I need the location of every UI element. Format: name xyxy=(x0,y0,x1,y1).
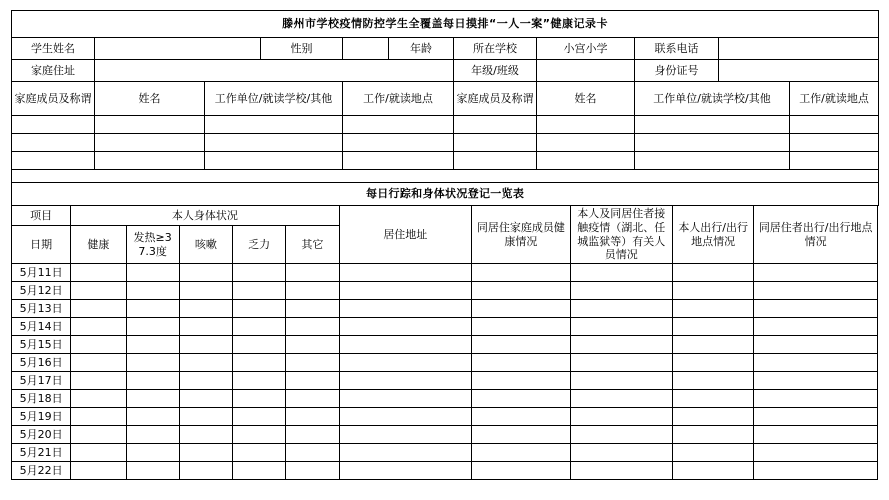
cell-other[interactable] xyxy=(286,300,339,318)
cell-other[interactable] xyxy=(286,426,339,444)
table-row[interactable] xyxy=(12,318,878,336)
cell-cohabitant-travel[interactable] xyxy=(754,282,878,300)
table-row[interactable] xyxy=(12,354,878,372)
value-gender[interactable] xyxy=(343,38,389,60)
cell-residence[interactable] xyxy=(339,390,472,408)
cell-self-travel[interactable] xyxy=(673,444,754,462)
cell-date: 5月11日 xyxy=(12,264,71,282)
label-grade-class: 年级/班级 xyxy=(454,60,537,82)
cell-contact-epidemic[interactable] xyxy=(570,282,672,300)
cell-healthy[interactable] xyxy=(71,264,126,282)
header-self-condition: 本人身体状况 xyxy=(71,206,339,226)
cell-cough[interactable] xyxy=(179,264,232,282)
cell-family-workplace-right[interactable] xyxy=(635,116,790,134)
cell-cough[interactable] xyxy=(179,408,232,426)
table-row[interactable] xyxy=(12,300,878,318)
header-healthy: 健康 xyxy=(71,226,126,264)
header-self-travel: 本人出行/出行地点情况 xyxy=(673,206,754,264)
table-row[interactable] xyxy=(12,426,878,444)
value-school[interactable]: 小宫小学 xyxy=(537,38,635,60)
cell-date: 5月14日 xyxy=(12,318,71,336)
student-basic-row-2 xyxy=(12,60,879,82)
section-title-row xyxy=(12,183,879,206)
cell-cohabitant-travel[interactable] xyxy=(754,318,878,336)
cell-fatigue[interactable] xyxy=(232,282,285,300)
table-row[interactable] xyxy=(12,152,879,170)
cell-healthy[interactable] xyxy=(71,282,126,300)
cell-cough[interactable] xyxy=(179,390,232,408)
header-residence-address: 居住地址 xyxy=(339,206,472,264)
cell-other[interactable] xyxy=(286,264,339,282)
cell-contact-epidemic[interactable] xyxy=(570,372,672,390)
cell-family-location-left[interactable] xyxy=(343,134,454,152)
cell-self-travel[interactable] xyxy=(673,282,754,300)
value-phone[interactable] xyxy=(719,38,879,60)
cell-fatigue[interactable] xyxy=(232,372,285,390)
cell-family-relation-left[interactable] xyxy=(12,134,95,152)
cell-family-name-right[interactable] xyxy=(537,152,635,170)
cell-contact-epidemic[interactable] xyxy=(570,264,672,282)
cell-healthy[interactable] xyxy=(71,426,126,444)
cell-self-travel[interactable] xyxy=(673,318,754,336)
cell-cohabitant-health[interactable] xyxy=(472,300,570,318)
cell-residence[interactable] xyxy=(339,444,472,462)
label-student-name: 学生姓名 xyxy=(12,38,95,60)
cell-family-location-right[interactable] xyxy=(790,134,879,152)
cell-family-relation-left[interactable] xyxy=(12,116,95,134)
cell-family-workplace-left[interactable] xyxy=(205,152,343,170)
cell-date: 5月18日 xyxy=(12,390,71,408)
cell-date: 5月22日 xyxy=(12,462,71,480)
cell-cough[interactable] xyxy=(179,462,232,480)
cell-fever[interactable] xyxy=(126,462,179,480)
health-record-sheet xyxy=(11,10,878,480)
daily-record-table xyxy=(11,205,878,480)
cell-fever[interactable] xyxy=(126,318,179,336)
cell-fever[interactable] xyxy=(126,372,179,390)
cell-other[interactable] xyxy=(286,408,339,426)
cell-cohabitant-health[interactable] xyxy=(472,444,570,462)
table-row[interactable] xyxy=(12,134,879,152)
label-gender: 性别 xyxy=(261,38,343,60)
cell-fatigue[interactable] xyxy=(232,354,285,372)
cell-cohabitant-travel[interactable] xyxy=(754,372,878,390)
cell-healthy[interactable] xyxy=(71,354,126,372)
header-cough: 咳嗽 xyxy=(179,226,232,264)
cell-healthy[interactable] xyxy=(71,318,126,336)
cell-cohabitant-health[interactable] xyxy=(472,318,570,336)
cell-fatigue[interactable] xyxy=(232,444,285,462)
header-family-workplace-left: 工作单位/就读学校/其他 xyxy=(205,82,343,116)
cell-family-workplace-left[interactable] xyxy=(205,134,343,152)
cell-cohabitant-health[interactable] xyxy=(472,282,570,300)
cell-other[interactable] xyxy=(286,282,339,300)
cell-contact-epidemic[interactable] xyxy=(570,462,672,480)
label-id-number: 身份证号 xyxy=(635,60,719,82)
value-id-number[interactable] xyxy=(719,60,879,82)
separator-row xyxy=(12,170,879,183)
cell-date: 5月15日 xyxy=(12,336,71,354)
cell-family-location-left[interactable] xyxy=(343,152,454,170)
cell-healthy[interactable] xyxy=(71,408,126,426)
cell-self-travel[interactable] xyxy=(673,264,754,282)
cell-cohabitant-health[interactable] xyxy=(472,390,570,408)
cell-fatigue[interactable] xyxy=(232,336,285,354)
cell-fatigue[interactable] xyxy=(232,426,285,444)
cell-contact-epidemic[interactable] xyxy=(570,318,672,336)
cell-family-relation-right[interactable] xyxy=(454,134,537,152)
cell-family-relation-right[interactable] xyxy=(454,152,537,170)
cell-family-location-right[interactable] xyxy=(790,152,879,170)
health-record-table xyxy=(11,10,879,206)
cell-fever[interactable] xyxy=(126,390,179,408)
cell-cough[interactable] xyxy=(179,300,232,318)
header-family-name-left: 姓名 xyxy=(95,82,205,116)
header-project: 项目 xyxy=(12,206,71,226)
cell-cohabitant-travel[interactable] xyxy=(754,336,878,354)
cell-residence[interactable] xyxy=(339,426,472,444)
cell-fever[interactable] xyxy=(126,300,179,318)
cell-cohabitant-travel[interactable] xyxy=(754,444,878,462)
section-title: 每日行踪和身体状况登记一览表 xyxy=(12,183,879,206)
header-other: 其它 xyxy=(286,226,339,264)
cell-cohabitant-health[interactable] xyxy=(472,408,570,426)
separator-cell xyxy=(12,170,879,183)
cell-cough[interactable] xyxy=(179,444,232,462)
cell-other[interactable] xyxy=(286,462,339,480)
cell-cough[interactable] xyxy=(179,372,232,390)
header-date: 日期 xyxy=(12,226,71,264)
table-row[interactable] xyxy=(12,462,878,480)
header-family-location-left: 工作/就读地点 xyxy=(343,82,454,116)
cell-contact-epidemic[interactable] xyxy=(570,336,672,354)
cell-healthy[interactable] xyxy=(71,336,126,354)
table-row[interactable] xyxy=(12,282,878,300)
cell-other[interactable] xyxy=(286,372,339,390)
cell-family-name-left[interactable] xyxy=(95,152,205,170)
title-row xyxy=(12,11,879,38)
cell-cohabitant-travel[interactable] xyxy=(754,408,878,426)
daily-header-row-1 xyxy=(12,206,878,226)
cell-fever[interactable] xyxy=(126,336,179,354)
cell-family-workplace-right[interactable] xyxy=(635,134,790,152)
cell-fever[interactable] xyxy=(126,426,179,444)
cell-self-travel[interactable] xyxy=(673,408,754,426)
cell-residence[interactable] xyxy=(339,318,472,336)
cell-cohabitant-health[interactable] xyxy=(472,426,570,444)
cell-other[interactable] xyxy=(286,318,339,336)
header-cohabitant-travel: 同居住者出行/出行地点情况 xyxy=(754,206,878,264)
cell-residence[interactable] xyxy=(339,354,472,372)
cell-residence[interactable] xyxy=(339,264,472,282)
cell-other[interactable] xyxy=(286,336,339,354)
cell-fever[interactable] xyxy=(126,354,179,372)
cell-fatigue[interactable] xyxy=(232,408,285,426)
cell-cough[interactable] xyxy=(179,318,232,336)
cell-cohabitant-travel[interactable] xyxy=(754,462,878,480)
cell-family-name-left[interactable] xyxy=(95,134,205,152)
header-fever: 发热≥37.3度 xyxy=(126,226,179,264)
cell-healthy[interactable] xyxy=(71,300,126,318)
cell-fever[interactable] xyxy=(126,282,179,300)
cell-self-travel[interactable] xyxy=(673,462,754,480)
cell-date: 5月19日 xyxy=(12,408,71,426)
table-row[interactable] xyxy=(12,408,878,426)
cell-healthy[interactable] xyxy=(71,444,126,462)
cell-residence[interactable] xyxy=(339,462,472,480)
cell-fatigue[interactable] xyxy=(232,390,285,408)
cell-other[interactable] xyxy=(286,354,339,372)
cell-cohabitant-travel[interactable] xyxy=(754,390,878,408)
cell-cough[interactable] xyxy=(179,354,232,372)
cell-fever[interactable] xyxy=(126,444,179,462)
cell-cohabitant-health[interactable] xyxy=(472,372,570,390)
value-student-name[interactable] xyxy=(95,38,261,60)
cell-fever[interactable] xyxy=(126,408,179,426)
header-family-relation-right: 家庭成员及称谓 xyxy=(454,82,537,116)
cell-fever[interactable] xyxy=(126,264,179,282)
value-grade-class[interactable] xyxy=(537,60,635,82)
header-family-workplace-right: 工作单位/就读学校/其他 xyxy=(635,82,790,116)
header-contact-epidemic: 本人及同居住者接触疫情（湖北、任城监狱等）有关人员情况 xyxy=(570,206,672,264)
cell-family-name-right[interactable] xyxy=(537,116,635,134)
cell-fatigue[interactable] xyxy=(232,462,285,480)
cell-residence[interactable] xyxy=(339,336,472,354)
cell-cohabitant-health[interactable] xyxy=(472,264,570,282)
cell-contact-epidemic[interactable] xyxy=(570,300,672,318)
label-phone: 联系电话 xyxy=(635,38,719,60)
cell-date: 5月12日 xyxy=(12,282,71,300)
cell-family-relation-right[interactable] xyxy=(454,116,537,134)
cell-cohabitant-travel[interactable] xyxy=(754,264,878,282)
value-home-address[interactable] xyxy=(95,60,454,82)
cell-family-workplace-right[interactable] xyxy=(635,152,790,170)
cell-healthy[interactable] xyxy=(71,390,126,408)
cell-family-workplace-left[interactable] xyxy=(205,116,343,134)
table-row[interactable] xyxy=(12,336,878,354)
cell-other[interactable] xyxy=(286,444,339,462)
cell-family-relation-left[interactable] xyxy=(12,152,95,170)
cell-date: 5月13日 xyxy=(12,300,71,318)
cell-self-travel[interactable] xyxy=(673,426,754,444)
cell-date: 5月17日 xyxy=(12,372,71,390)
header-fatigue: 乏力 xyxy=(232,226,285,264)
document-title: 滕州市学校疫情防控学生全覆盖每日摸排“一人一案”健康记录卡 xyxy=(12,11,879,38)
cell-cohabitant-travel[interactable] xyxy=(754,300,878,318)
cell-cohabitant-health[interactable] xyxy=(472,354,570,372)
cell-self-travel[interactable] xyxy=(673,300,754,318)
cell-family-location-left[interactable] xyxy=(343,116,454,134)
table-row[interactable] xyxy=(12,264,878,282)
cell-cough[interactable] xyxy=(179,336,232,354)
cell-cohabitant-health[interactable] xyxy=(472,336,570,354)
cell-residence[interactable] xyxy=(339,408,472,426)
cell-contact-epidemic[interactable] xyxy=(570,444,672,462)
cell-cough[interactable] xyxy=(179,426,232,444)
cell-cohabitant-health[interactable] xyxy=(472,462,570,480)
header-family-relation-left: 家庭成员及称谓 xyxy=(12,82,95,116)
cell-contact-epidemic[interactable] xyxy=(570,426,672,444)
cell-self-travel[interactable] xyxy=(673,372,754,390)
cell-fatigue[interactable] xyxy=(232,300,285,318)
cell-self-travel[interactable] xyxy=(673,354,754,372)
cell-cohabitant-travel[interactable] xyxy=(754,354,878,372)
table-row[interactable] xyxy=(12,372,878,390)
cell-residence[interactable] xyxy=(339,300,472,318)
cell-family-location-right[interactable] xyxy=(790,116,879,134)
header-family-name-right: 姓名 xyxy=(537,82,635,116)
cell-family-name-left[interactable] xyxy=(95,116,205,134)
family-header-row xyxy=(12,82,879,116)
table-row[interactable] xyxy=(12,116,879,134)
cell-residence[interactable] xyxy=(339,372,472,390)
student-basic-row-1 xyxy=(12,38,879,60)
cell-date: 5月20日 xyxy=(12,426,71,444)
cell-date: 5月16日 xyxy=(12,354,71,372)
label-school: 所在学校 xyxy=(454,38,537,60)
header-family-location-right: 工作/就读地点 xyxy=(790,82,879,116)
cell-self-travel[interactable] xyxy=(673,390,754,408)
cell-contact-epidemic[interactable] xyxy=(570,390,672,408)
cell-cohabitant-travel[interactable] xyxy=(754,426,878,444)
cell-self-travel[interactable] xyxy=(673,336,754,354)
cell-fatigue[interactable] xyxy=(232,318,285,336)
cell-cough[interactable] xyxy=(179,282,232,300)
cell-healthy[interactable] xyxy=(71,372,126,390)
cell-date: 5月21日 xyxy=(12,444,71,462)
cell-family-name-right[interactable] xyxy=(537,134,635,152)
table-row[interactable] xyxy=(12,444,878,462)
cell-contact-epidemic[interactable] xyxy=(570,408,672,426)
cell-healthy[interactable] xyxy=(71,462,126,480)
cell-contact-epidemic[interactable] xyxy=(570,354,672,372)
cell-other[interactable] xyxy=(286,390,339,408)
table-row[interactable] xyxy=(12,390,878,408)
label-age: 年龄 xyxy=(389,38,454,60)
header-cohabitant-health: 同居住家庭成员健康情况 xyxy=(472,206,570,264)
label-home-address: 家庭住址 xyxy=(12,60,95,82)
cell-residence[interactable] xyxy=(339,282,472,300)
cell-fatigue[interactable] xyxy=(232,264,285,282)
